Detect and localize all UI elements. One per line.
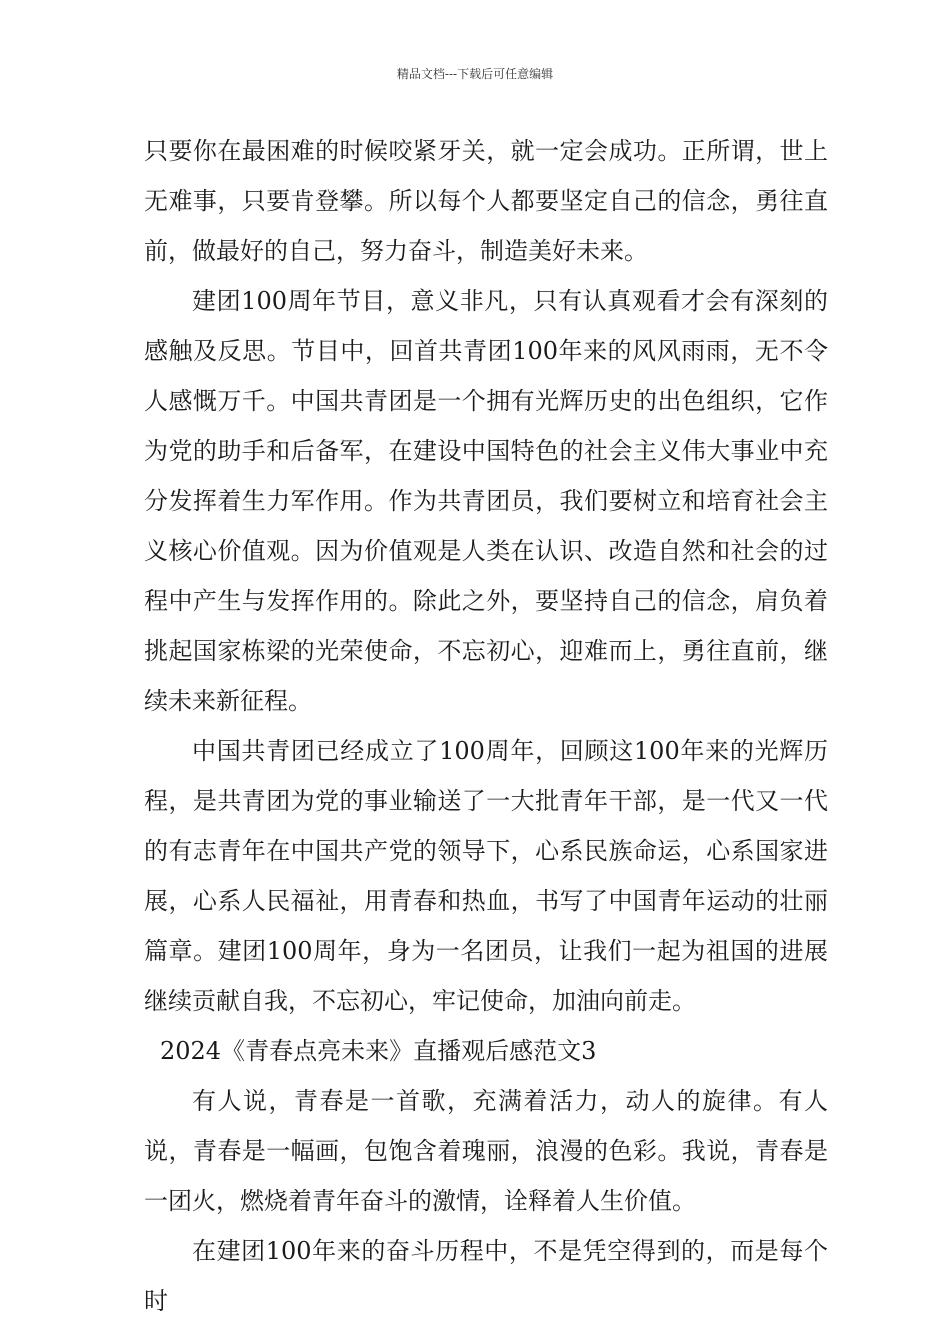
- paragraph-5: 在建团100年来的奋斗历程中，不是凭空得到的，而是每个时: [144, 1237, 828, 1315]
- paragraph-2: 建团100周年节目，意义非凡，只有认真观看才会有深刻的感触及反思。节目中，回首共青团100年来的风风雨雨，无不令人感慨万千。中国共青团是一个拥有光辉历史的出色组织，它作为党的助手和后备军，在建设中国特色的社会主义伟大事业中充分发挥着生力军作用。作为共青团员，我们要树立和培育社会主义核心价值观。因为价值观是人类在认识、改造自然和社会的过程中产生与发挥作用的。除此之外，要坚持自己的信念，肩负着挑起国家栋梁的光荣使命，不忘初心，迎难而上，勇往直前，继续未来新征程。: [144, 287, 828, 715]
- paragraph-3: 中国共青团已经成立了100周年，回顾这100年来的光辉历程，是共青团为党的事业输送了一大批青年干部，是一代又一代的有志青年在中国共产党的领导下，心系民族命运，心系国家进展，心系人民福祉，用青春和热血，书写了中国青年运动的壮丽篇章。建团100周年，身为一名团员，让我们一起为祖国的进展继续贡献自我，不忘初心，牢记使命，加油向前走。: [144, 737, 828, 1015]
- page-header: 精品文档---下载后可任意编辑: [396, 67, 554, 81]
- document-body: [144, 126, 828, 1326]
- section-title: 2024《青春点亮未来》直播观后感范文3: [160, 1037, 597, 1065]
- paragraph-4: 有人说，青春是一首歌，充满着活力，动人的旋律。有人说，青春是一幅画，包饱含着瑰丽，浪漫的色彩。我说，青春是一团火，燃烧着青年奋斗的激情，诠释着人生价值。: [144, 1087, 828, 1215]
- paragraph-1: 只要你在最困难的时候咬紧牙关，就一定会成功。正所谓，世上无难事，只要肯登攀。所以每个人都要坚定自己的信念，勇往直前，做最好的自己，努力奋斗，制造美好未来。: [144, 137, 828, 265]
